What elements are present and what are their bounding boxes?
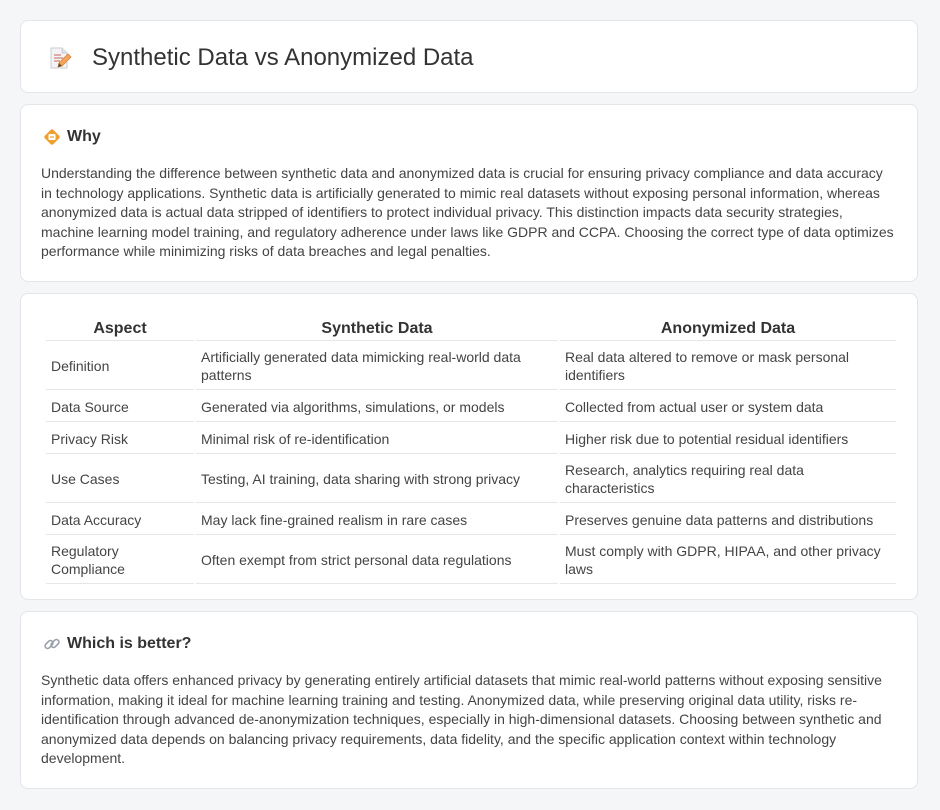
row-synthetic: Artificially generated data mimicking real-world data patterns bbox=[196, 343, 558, 390]
row-anonymized: Preserves genuine data patterns and distributions bbox=[560, 505, 896, 535]
header-card bbox=[20, 20, 918, 93]
why-text: Understanding the difference between synthetic data and anonymized data is crucial for ensuring privacy compliance and data accuracy in technology applications. Synthetic data is artificially generated to mimic real datasets without exposing personal information, whereas anonymized data is actual data stripped of identifiers to protect individual privacy. This distinction impacts data security strategies, machine learning model training, and regulatory adherence under laws like GDPR and CCPA. Choosing the correct type of data optimizes performance while minimizing risks of data breaches and legal penalties. bbox=[41, 165, 894, 259]
header-anonymized: Anonymized Data bbox=[560, 316, 896, 341]
row-synthetic: Often exempt from strict personal data regulations bbox=[196, 537, 558, 584]
comparison-table-card bbox=[20, 293, 918, 600]
row-aspect: Data Source bbox=[46, 392, 194, 422]
row-anonymized: Real data altered to remove or mask personal identifiers bbox=[560, 343, 896, 390]
link-icon bbox=[42, 634, 62, 654]
row-aspect: Definition bbox=[46, 343, 194, 390]
row-synthetic: May lack fine-grained realism in rare cases bbox=[196, 505, 558, 535]
row-anonymized: Must comply with GDPR, HIPAA, and other privacy laws bbox=[560, 537, 896, 584]
table-row bbox=[46, 424, 896, 454]
row-anonymized: Collected from actual user or system data bbox=[560, 392, 896, 422]
row-aspect: Regulatory Compliance bbox=[46, 537, 194, 584]
row-synthetic: Minimal risk of re-identification bbox=[196, 424, 558, 454]
row-aspect: Privacy Risk bbox=[46, 424, 194, 454]
row-anonymized: Higher risk due to potential residual identifiers bbox=[560, 424, 896, 454]
which-better-section bbox=[20, 611, 918, 789]
table-row bbox=[46, 343, 896, 390]
header-synthetic: Synthetic Data bbox=[196, 316, 558, 341]
diamond-warning-icon bbox=[42, 127, 62, 147]
table-row bbox=[46, 505, 896, 535]
why-section bbox=[20, 104, 918, 282]
page-title: Synthetic Data vs Anonymized Data bbox=[92, 44, 474, 71]
table-row bbox=[46, 537, 896, 584]
row-aspect: Data Accuracy bbox=[46, 505, 194, 535]
row-synthetic: Testing, AI training, data sharing with strong privacy bbox=[196, 456, 558, 503]
document-pencil-icon bbox=[46, 45, 72, 71]
header-aspect: Aspect bbox=[46, 316, 194, 341]
comparison-table bbox=[44, 314, 898, 586]
row-synthetic: Generated via algorithms, simulations, or models bbox=[196, 392, 558, 422]
which-better-text: Synthetic data offers enhanced privacy by generating entirely artificial datasets that mimic real-world patterns without exposing sensitive information, making it ideal for machine learning training and testing. Anonymized data, while preserving original data utility, risks re-identification through advanced de-anonymization techniques, especially in high-dimensional datasets. Choosing between synthetic and anonymized data depends on balancing privacy requirements, data fidelity, and the specific application context within technology development. bbox=[41, 672, 882, 766]
why-title: Why bbox=[67, 128, 101, 145]
row-aspect: Use Cases bbox=[46, 456, 194, 503]
table-row bbox=[46, 392, 896, 422]
table-header-row bbox=[46, 316, 896, 341]
row-anonymized: Research, analytics requiring real data characteristics bbox=[560, 456, 896, 503]
table-row bbox=[46, 456, 896, 503]
which-better-title: Which is better? bbox=[67, 635, 192, 652]
